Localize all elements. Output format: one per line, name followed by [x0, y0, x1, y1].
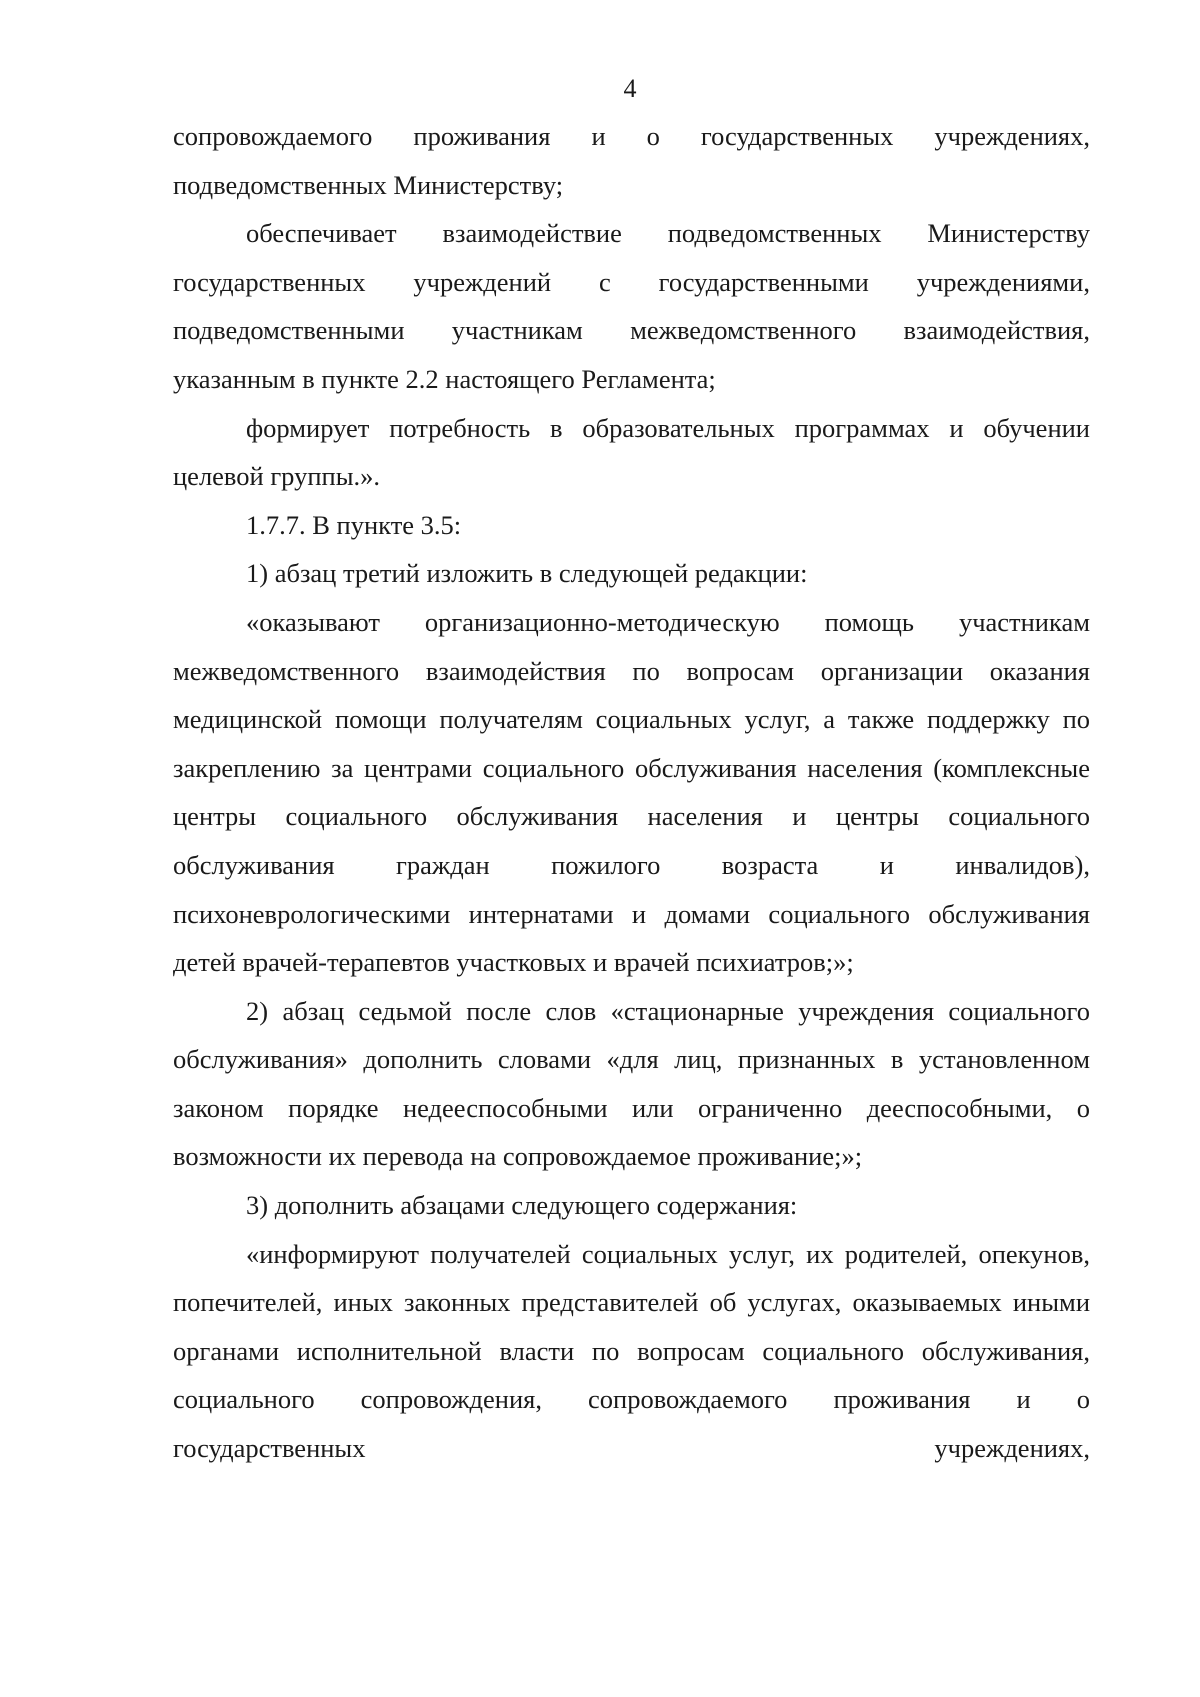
paragraph-continuation: сопровождаемого проживания и о государственных учреждениях, подведомственных Министерству; [173, 121, 1090, 200]
paragraph-clause-1-7-7: 1.7.7. В пункте 3.5: [246, 509, 462, 540]
paragraph-methodical-help: «оказывают организационно-методическую помощь участникам межведомственного взаимодействия по вопросам организации оказания медицинской помощи получателям социальных услуг, а также поддержку по закреплению за центрами социального обслуживания населения (комплексные центры социального обслуживания населения и центры социального обслуживания граждан пожилого возраста и инвалидов), психоневрологическими интернатами и домами социального обслуживания детей врачей-терапевтов участковых и врачей психиатров;»; [173, 606, 1090, 978]
paragraph-item-1: 1) абзац третий изложить в следующей редакции: [246, 558, 808, 589]
paragraph-inform-recipients: «информируют получателей социальных услуг, их родителей, опекунов, попечителей, иных законных представителей об услугах, оказываемых иными органами исполнительной власти по вопросам социального обслуживания, социального сопровождения, сопровождаемого проживания и о государственных учреждениях, [173, 1238, 1090, 1464]
document-body [173, 112, 1090, 1473]
paragraph-item-2: 2) абзац седьмой после слов «стационарные учреждения социального обслуживания» дополнить словами «для лиц, признанных в установленном законом порядке недееспособными или ограниченно дееспособными, о возможности их перевода на сопровождаемое проживание;»; [173, 995, 1090, 1172]
paragraph-training-needs: формирует потребность в образовательных программах и обучении целевой группы.». [173, 412, 1090, 492]
paragraph-item-3: 3) дополнить абзацами следующего содержания: [246, 1190, 798, 1221]
paragraph-interaction: обеспечивает взаимодействие подведомственных Министерству государственных учреждений с государственными учреждениями, подведомственными участникам межведомственного взаимодействия, указанным в пункте 2.2 настоящего Регламента; [173, 218, 1090, 394]
page-number: 4 [623, 74, 637, 103]
